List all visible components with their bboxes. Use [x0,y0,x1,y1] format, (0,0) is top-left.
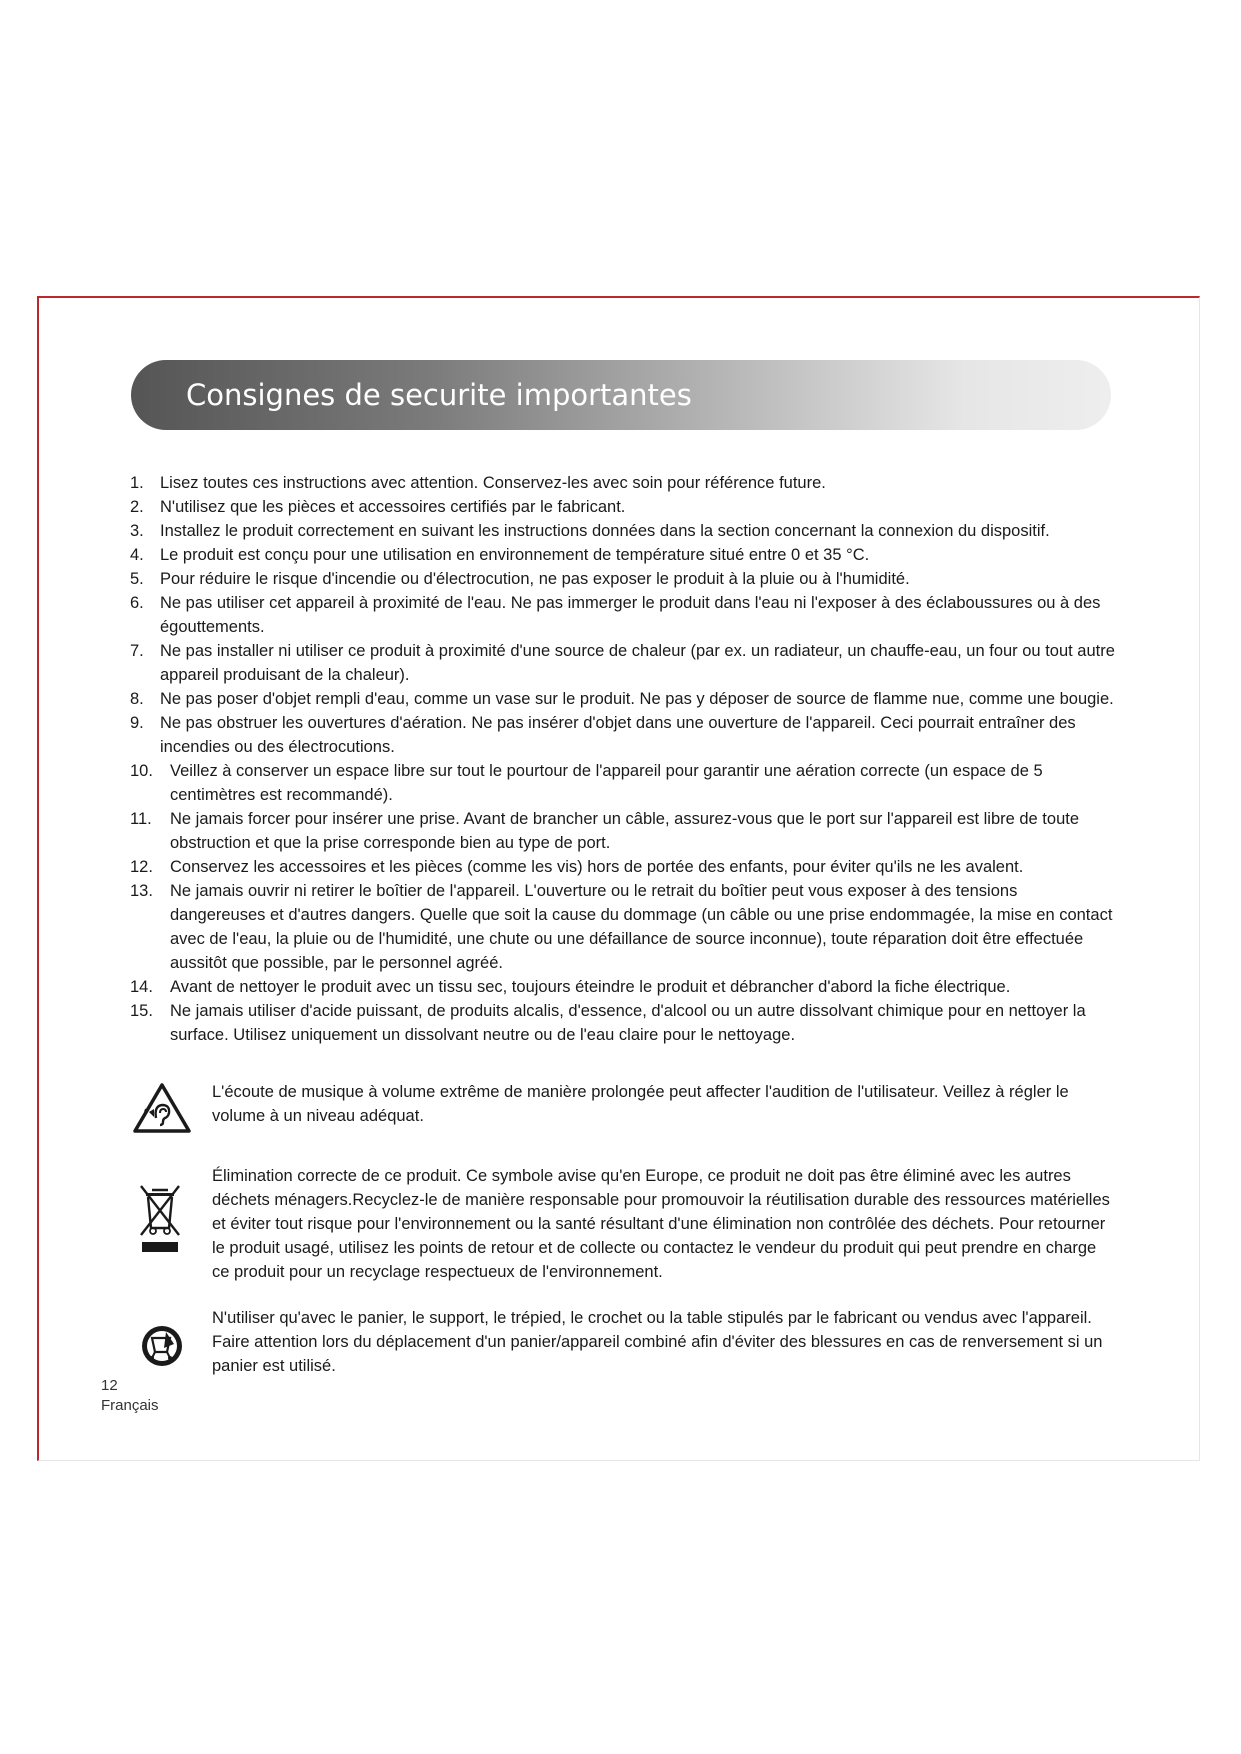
list-item: 3. Installez le produit correctement en suivant les instructions données dans la section concernant la connexion du dispositif. [130,522,1050,540]
list-item: 11. Ne jamais forcer pour insérer une prise. Avant de brancher un câble, assurez-vous que le port sur l'appareil est libre de toute obstruction et que la prise corresponde bien au type de port. [130,810,1080,852]
page-language: Français [101,1397,159,1414]
list-item: 1. Lisez toutes ces instructions avec attention. Conservez-les avec soin pour référence future. [130,474,826,492]
weee-bin-icon [138,1182,182,1254]
list-item: 7. Ne pas installer ni utiliser ce produit à proximité d'une source de chaleur (par ex. un radiateur, un chauffe-eau, un four ou tout autre appareil produisant de la chaleur). [130,642,1115,684]
cart-notice: N'utiliser qu'avec le panier, le support, le trépied, le crochet ou la table stipulés par le fabricant ou vendus avec l'appareil. Faire attention lors du déplacement d'un panier/appareil combiné afin d'éviter des blessures en cas de renversement si un panier est utilisé. [212,1309,1103,1375]
disposal-notice: Élimination correcte de ce produit. Ce symbole avise qu'en Europe, ce produit ne doit pas être éliminé avec les autres déchets ménagers.Recyclez-le de manière responsable pour promouvoir la réutilisation durable des ressources matérielles et éviter tout risque pour l'environnement ou la santé résultant d'une élimination non contrôlée des déchets. Pour retourner le produit usagé, utilisez les points de retour et de collecte ou contactez le vendeur du produit qui peut prendre en charge ce produit pour un recyclage respectueux de l'environnement. [212,1167,1110,1281]
list-item: 4. Le produit est conçu pour une utilisation en environnement de température situé entre 0 et 35 °C. [130,546,870,564]
list-item: 13. Ne jamais ouvrir ni retirer le boîtier de l'appareil. L'ouverture ou le retrait du boîtier peut vous exposer à des tensions dangereuses et d'autres dangers. Quelle que soit la cause du dommage (un câble ou une prise endommagée, la mise en contact avec de l'eau, la pluie ou de l'humidité, une chute ou une défaillance de source inconnue), toute réparation doit être effectuée aussitôt que possible, par le personnel agréé. [130,882,1113,972]
safety-instructions-list [130,471,1115,1047]
page-number: 12 [101,1377,118,1394]
hearing-notice: L'écoute de musique à volume extrême de manière prolongée peut affecter l'audition de l'utilisateur. Veillez à régler le volume à un niveau adéquat. [212,1083,1069,1125]
hearing-warning-icon [132,1082,192,1134]
cart-tipover-warning-icon [140,1324,184,1368]
list-item: 12. Conservez les accessoires et les pièces (comme les vis) hors de portée des enfants, pour éviter qu'ils ne les avalent. [130,858,1024,876]
list-item: 14. Avant de nettoyer le produit avec un tissu sec, toujours éteindre le produit et débrancher d'abord la fiche électrique. [130,978,1011,996]
list-item: 2. N'utilisez que les pièces et accessoires certifiés par le fabricant. [130,498,626,516]
list-item: 10. Veillez à conserver un espace libre sur tout le pourtour de l'appareil pour garantir une aération correcte (un espace de 5 centimètres est recommandé). [130,762,1043,804]
list-item: 9. Ne pas obstruer les ouvertures d'aération. Ne pas insérer d'objet dans une ouverture de l'appareil. Ceci pourrait entraîner des incendies ou des électrocutions. [130,714,1076,756]
list-item: 15. Ne jamais utiliser d'acide puissant, de produits alcalis, d'essence, d'alcool ou un autre dissolvant chimique pour en nettoyer la surface. Utilisez uniquement un dissolvant neutre ou de l'eau claire pour le nettoyage. [130,1002,1086,1044]
list-item: 5. Pour réduire le risque d'incendie ou d'électrocution, ne pas exposer le produit à la pluie ou à l'humidité. [130,570,910,588]
list-item: 6. Ne pas utiliser cet appareil à proximité de l'eau. Ne pas immerger le produit dans l'eau ni l'exposer à des éclaboussures ou à des égouttements. [130,594,1101,636]
page-title: Consignes de securite importantes [186,378,692,412]
list-item: 8. Ne pas poser d'objet rempli d'eau, comme un vase sur le produit. Ne pas y déposer de source de flamme nue, comme une bougie. [130,690,1114,708]
